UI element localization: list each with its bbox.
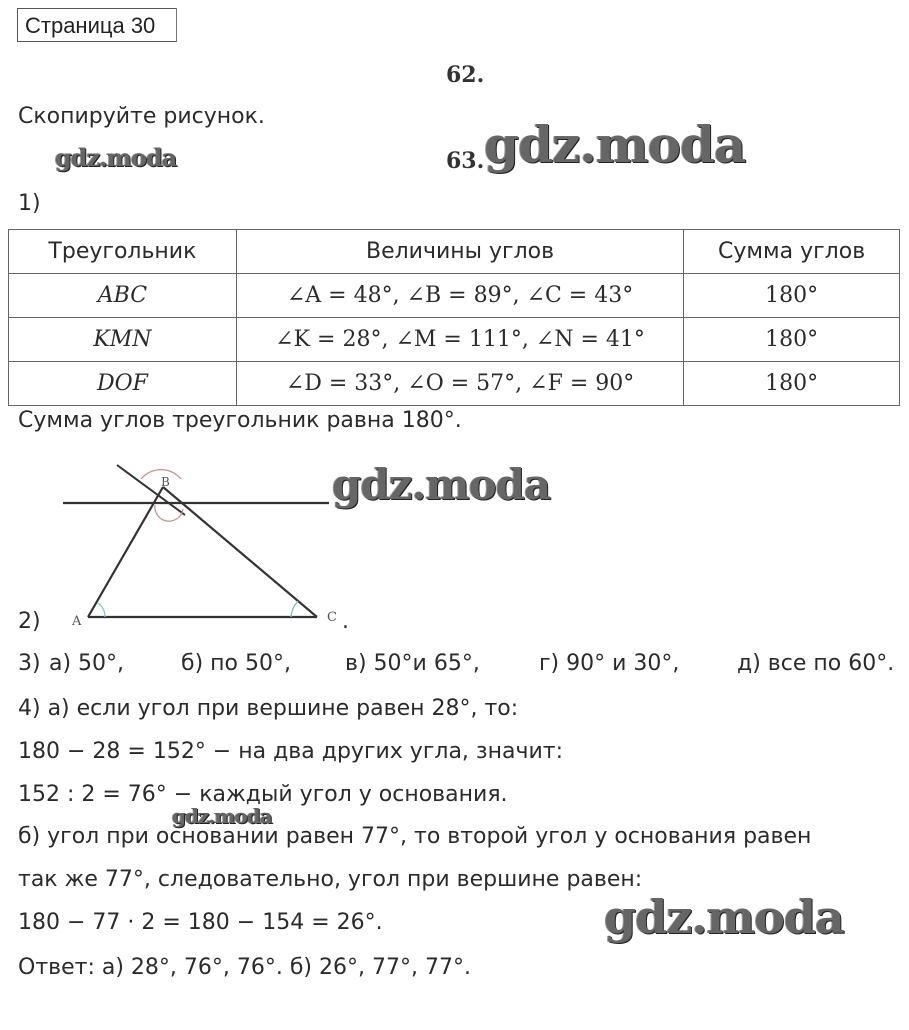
item3-label: 3) bbox=[18, 651, 41, 676]
item1-label: 1) bbox=[18, 191, 41, 216]
table-row bbox=[9, 318, 900, 362]
label-b: B bbox=[161, 475, 170, 489]
angle-sum: 180° bbox=[684, 362, 900, 406]
item4-line-4: б) угол при основании равен 77°, то второй угол у основания равен bbox=[18, 824, 812, 849]
table-header-row bbox=[9, 230, 900, 274]
angles-table bbox=[8, 229, 900, 406]
item4-line-3: 152 : 2 = 76° − каждый угол у основания. bbox=[18, 782, 508, 807]
watermark-small-mid: gdz.moda bbox=[172, 804, 272, 828]
column-header-angles: Величины углов bbox=[236, 230, 683, 274]
item3-answer-b: б) по 50°, bbox=[181, 651, 291, 676]
angle-values: ∠D = 33°, ∠O = 57°, ∠F = 90° bbox=[236, 362, 683, 406]
triangle-name: KMN bbox=[9, 318, 237, 362]
item4-line-6: 180 − 77 · 2 = 180 − 154 = 26°. bbox=[18, 910, 383, 935]
watermark-small-top: gdz.moda bbox=[55, 143, 177, 172]
label-c: C bbox=[327, 610, 337, 625]
column-header-sum: Сумма углов bbox=[684, 230, 900, 274]
table-row bbox=[9, 274, 900, 318]
item3-answer-v: в) 50°и 65°, bbox=[345, 651, 480, 676]
answer-text: Ответ: а) 28°, 76°, 76°. б) 26°, 77°, 77°. bbox=[18, 955, 471, 980]
exercise-62-number: 62. bbox=[446, 62, 485, 88]
side-bc bbox=[163, 487, 317, 617]
exercise-63-number: 63. bbox=[446, 148, 485, 174]
item2-period: . bbox=[342, 609, 349, 634]
label-a: A bbox=[72, 614, 82, 629]
angle-sum: 180° bbox=[684, 318, 900, 362]
watermark-large-bottom: gdz.moda bbox=[604, 890, 844, 944]
angle-values: ∠A = 48°, ∠B = 89°, ∠C = 43° bbox=[236, 274, 683, 318]
watermark-figure: gdz.moda bbox=[332, 460, 551, 509]
item3-answer-a: а) 50°, bbox=[49, 651, 125, 676]
watermark-large-top: gdz.moda bbox=[484, 115, 746, 174]
item3-answer-g: г) 90° и 30°, bbox=[539, 651, 680, 676]
item4-line-2: 180 − 28 = 152° − на два других угла, значит: bbox=[18, 739, 564, 764]
angle-sum: 180° bbox=[684, 274, 900, 318]
side-ab bbox=[88, 487, 163, 617]
angle-b-arc-bottom bbox=[155, 505, 183, 521]
item4-line-5: так же 77°, следовательно, угол при вершине равен: bbox=[18, 867, 643, 892]
angle-c-arc bbox=[291, 601, 298, 617]
item2-label: 2) bbox=[18, 609, 41, 634]
angle-values: ∠K = 28°, ∠M = 111°, ∠N = 41° bbox=[236, 318, 683, 362]
triangle-name: ABC bbox=[9, 274, 237, 318]
column-header-triangle: Треугольник bbox=[9, 230, 237, 274]
triangle-name: DOF bbox=[9, 362, 237, 406]
instruction-text: Скопируйте рисунок. bbox=[18, 104, 265, 129]
item4-line-1: 4) а) если угол при вершине равен 28°, то: bbox=[18, 696, 519, 721]
angle-a-arc bbox=[98, 603, 105, 617]
page-label-underline bbox=[17, 41, 177, 42]
table-row bbox=[9, 362, 900, 406]
page-label-edge bbox=[176, 8, 177, 42]
triangle-figure bbox=[55, 455, 355, 635]
conclusion-text: Сумма углов треугольник равна 180°. bbox=[18, 408, 462, 433]
item3-answer-d: д) все по 60°. bbox=[737, 651, 895, 676]
page-label: Страница 30 bbox=[17, 8, 177, 42]
